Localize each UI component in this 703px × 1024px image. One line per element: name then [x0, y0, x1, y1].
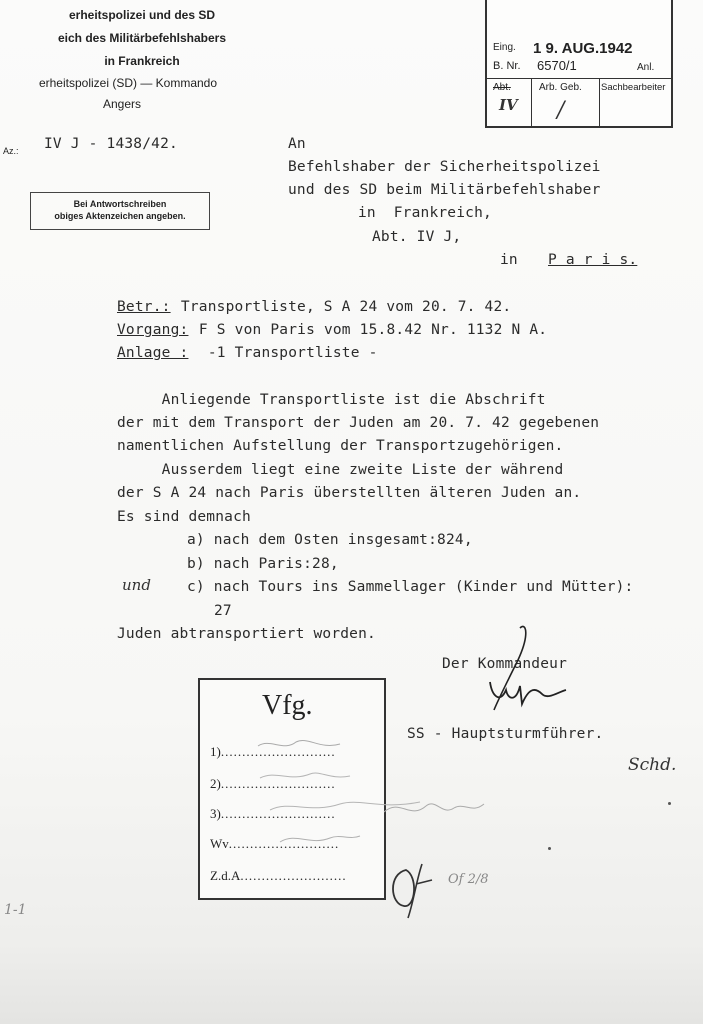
- vfg-line-2-label: 2): [210, 776, 221, 791]
- stamp-bnr-value: 6570/1: [537, 58, 577, 73]
- disposition-stamp: Vfg. 1)........................... 2)........................... 3)........................... Wv.......................... Z.d.A.........................: [198, 678, 386, 900]
- handwritten-und: und: [122, 576, 151, 594]
- stamp-bnr-label: B. Nr.: [493, 60, 521, 72]
- body-closing: Juden abtransportiert worden.: [117, 626, 376, 642]
- bottom-note-mark: [386, 860, 466, 920]
- subject-vorgang-text: F S von Paris vom 15.8.42 Nr. 1132 N A.: [190, 322, 548, 338]
- addressee-line-1: Befehlshaber der Sicherheitspolizei: [288, 159, 601, 175]
- handwritten-initials: Schd.: [628, 755, 677, 775]
- reply-box-line-1: Bei Antwortschreiben: [73, 199, 167, 209]
- body-p1-line-1: Anliegende Transportliste ist die Abschrift: [117, 392, 546, 408]
- reference-prefix: Az.:: [3, 146, 19, 156]
- body-p2-line-2: der S A 24 nach Paris überstellten älteren Juden an.: [117, 485, 582, 501]
- stamp-sachbearbeiter-label: Sachbearbeiter: [601, 82, 666, 93]
- stamp-date: 1 9. AUG.1942: [533, 40, 633, 57]
- addressee-city: P a r i s.: [548, 252, 638, 268]
- vfg-line-1-label: 1): [210, 744, 221, 759]
- stamp-column-mark: /: [557, 98, 565, 123]
- subject-betr-label: Betr.:: [117, 299, 171, 315]
- stamp-anl-label: Anl.: [637, 62, 655, 73]
- vfg-title: Vfg.: [262, 690, 313, 721]
- stamp-eing-label: Eing.: [493, 42, 516, 53]
- bottom-note: Of 2/8: [448, 872, 489, 887]
- body-item-c: c) nach Tours ins Sammellager (Kinder und Mütter):: [187, 579, 634, 595]
- stamp-abt-value: IV: [499, 96, 518, 114]
- pencil-note: [380, 790, 500, 830]
- letterhead-line-5: Angers: [102, 97, 142, 111]
- addressee-line-3: in Frankreich,: [358, 205, 492, 221]
- letterhead-line-1: erheitspolizei und des SD: [68, 8, 216, 22]
- stamp-arb-geb-label: Arb. Geb.: [539, 82, 582, 93]
- subject-anlage-text: -1 Transportliste -: [190, 345, 378, 361]
- addressee-line-4: Abt. IV J,: [372, 229, 462, 245]
- addressee-city-prefix: in: [500, 252, 518, 268]
- signature-mark: [478, 620, 578, 720]
- stamp-abt-label: Abt.: [493, 82, 511, 93]
- body-p1-line-2: der mit dem Transport der Juden am 20. 7. 42 gegebenen: [117, 415, 600, 431]
- letterhead-line-2: eich des Militärbefehlshabers: [57, 31, 227, 45]
- reference-number: IV J - 1438/42.: [44, 136, 178, 152]
- addressee-an: An: [288, 136, 306, 152]
- speck: [548, 847, 551, 850]
- receipt-stamp: [485, 0, 673, 128]
- subject-anlage-label: Anlage :: [117, 345, 189, 361]
- body-p1-line-3: namentlichen Aufstellung der Transportzugehörigen.: [117, 438, 564, 454]
- reply-instruction-box: [30, 192, 210, 230]
- body-p2-line-3: Es sind demnach: [117, 509, 251, 525]
- subject-vorgang-label: Vorgang:: [117, 322, 189, 338]
- signature-title: Der Kommandeur: [442, 656, 568, 672]
- left-edge-mark: 1-1: [4, 902, 27, 918]
- subject-betr-text: Transportliste, S A 24 vom 20. 7. 42.: [172, 299, 512, 315]
- vfg-wv-label: Wv: [210, 836, 229, 851]
- body-item-c-count: 27: [214, 603, 232, 619]
- reply-box-line-2: obiges Aktenzeichen angeben.: [54, 211, 186, 221]
- letterhead-line-3: in Frankreich: [104, 54, 180, 68]
- vfg-pencil-marks: [200, 680, 384, 898]
- signature-rank: SS - Hauptsturmführer.: [407, 726, 604, 742]
- speck: [668, 802, 671, 805]
- body-p2-line-1: Ausserdem liegt eine zweite Liste der während: [117, 462, 564, 478]
- vfg-line-3-label: 3): [210, 806, 221, 821]
- body-item-a: a) nach dem Osten insgesamt:824,: [187, 532, 473, 548]
- addressee-line-2: und des SD beim Militärbefehlshaber: [288, 182, 601, 198]
- letterhead-line-4: erheitspolizei (SD) — Kommando: [38, 76, 218, 90]
- body-item-b: b) nach Paris:28,: [187, 556, 339, 572]
- vfg-zda-label: Z.d.A: [210, 868, 241, 883]
